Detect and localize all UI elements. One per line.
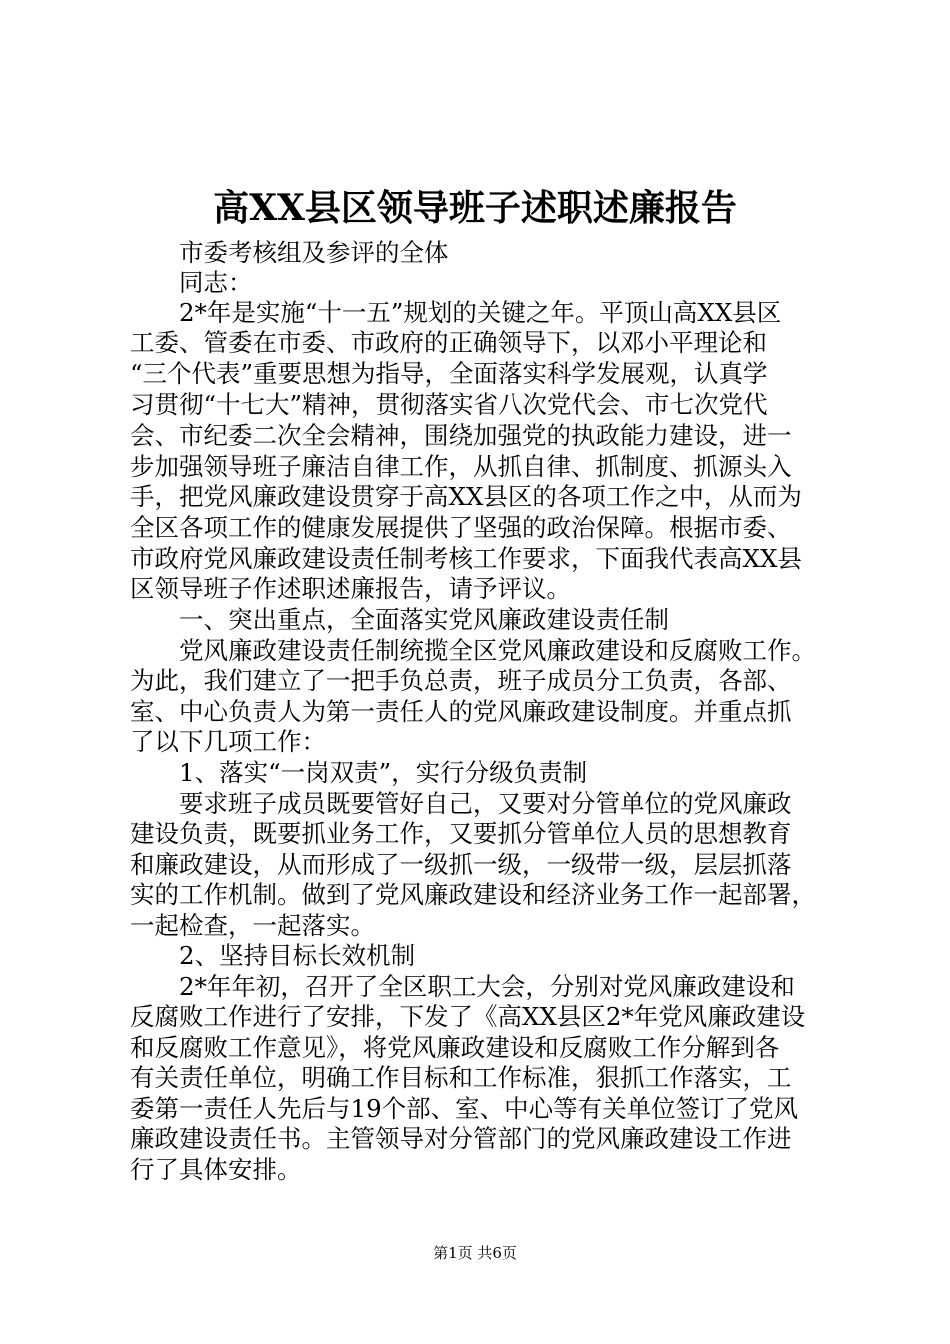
body-line: 市政府党风廉政建设责任制考核工作要求，下面我代表高XX县: [130, 544, 802, 573]
body-line: 会、市纪委二次全会精神，围绕加强党的执政能力建设，进一: [130, 421, 792, 450]
section-heading: 一、突出重点，全面落实党风廉政建设责任制: [130, 605, 669, 634]
body-line: 党风廉政建设责任制统揽全区党风廉政建设和反腐败工作。: [130, 636, 816, 665]
body-line: 委第一责任人先后与19个部、室、中心等有关单位签订了党风: [130, 1094, 799, 1123]
document-title: 高XX县区领导班子述职述廉报告: [213, 187, 737, 229]
body-line: 步加强领导班子廉洁自律工作，从抓自律、抓制度、抓源头入: [130, 452, 792, 481]
body-line: 和廉政建设，从而形成了一级抓一级，一级带一级，层层抓落: [130, 850, 792, 879]
body-line: 为此，我们建立了一把手负总责，班子成员分工负责，各部、: [130, 666, 792, 695]
body-line: 要求班子成员既要管好自己，又要对分管单位的党风廉政: [130, 789, 792, 818]
body-line: 有关责任单位，明确工作目标和工作标准，狠抓工作落实，工: [130, 1063, 792, 1092]
body-line: 廉政建设责任书。主管领导对分管部门的党风廉政建设工作进: [130, 1124, 792, 1153]
body-line: 2*年是实施“十一五”规划的关键之年。平顶山高XX县区: [130, 298, 782, 327]
body-line: 2*年年初，召开了全区职工大会，分别对党风廉政建设和: [130, 972, 795, 1001]
body-line: 行了具体安排。: [130, 1155, 302, 1184]
body-line: 实的工作机制。做到了党风廉政建设和经济业务工作一起部署，: [130, 880, 816, 909]
body-line: 同志：: [130, 268, 253, 297]
body-line: 了以下几项工作：: [130, 727, 326, 756]
body-line: 区领导班子作述职述廉报告，请予评议。: [130, 574, 571, 603]
body-line: 手，把党风廉政建设贯穿于高XX县区的各项工作之中，从而为: [130, 482, 802, 511]
page-number: 第1页 共6页: [433, 1244, 517, 1262]
body-line: 市委考核组及参评的全体: [130, 238, 449, 267]
body-line: 和反腐败工作意见》，将党风廉政建设和反腐败工作分解到各: [130, 1033, 780, 1062]
subsection-heading: 2、坚持目标长效机制: [130, 941, 416, 970]
body-line: 一起检查，一起落实。: [130, 911, 375, 940]
body-line: 全区各项工作的健康发展提供了坚强的政治保障。根据市委、: [130, 513, 792, 542]
subsection-heading: 1、落实“一岗双责”，实行分级负责制: [130, 758, 588, 787]
body-line: 建设负责，既要抓业务工作，又要抓分管单位人员的思想教育: [130, 819, 792, 848]
body-line: 工委、管委在市委、市政府的正确领导下，以邓小平理论和: [130, 328, 767, 357]
body-line: “三个代表”重要思想为指导，全面落实科学发展观，认真学: [130, 359, 768, 388]
body-line: 反腐败工作进行了安排，下发了《高XX县区2*年党风廉政建设: [130, 1002, 806, 1031]
body-line: 习贯彻“十七大”精神，贯彻落实省八次党代会、市七次党代: [130, 390, 768, 419]
body-line: 室、中心负责人为第一责任人的党风廉政建设制度。并重点抓: [130, 697, 792, 726]
